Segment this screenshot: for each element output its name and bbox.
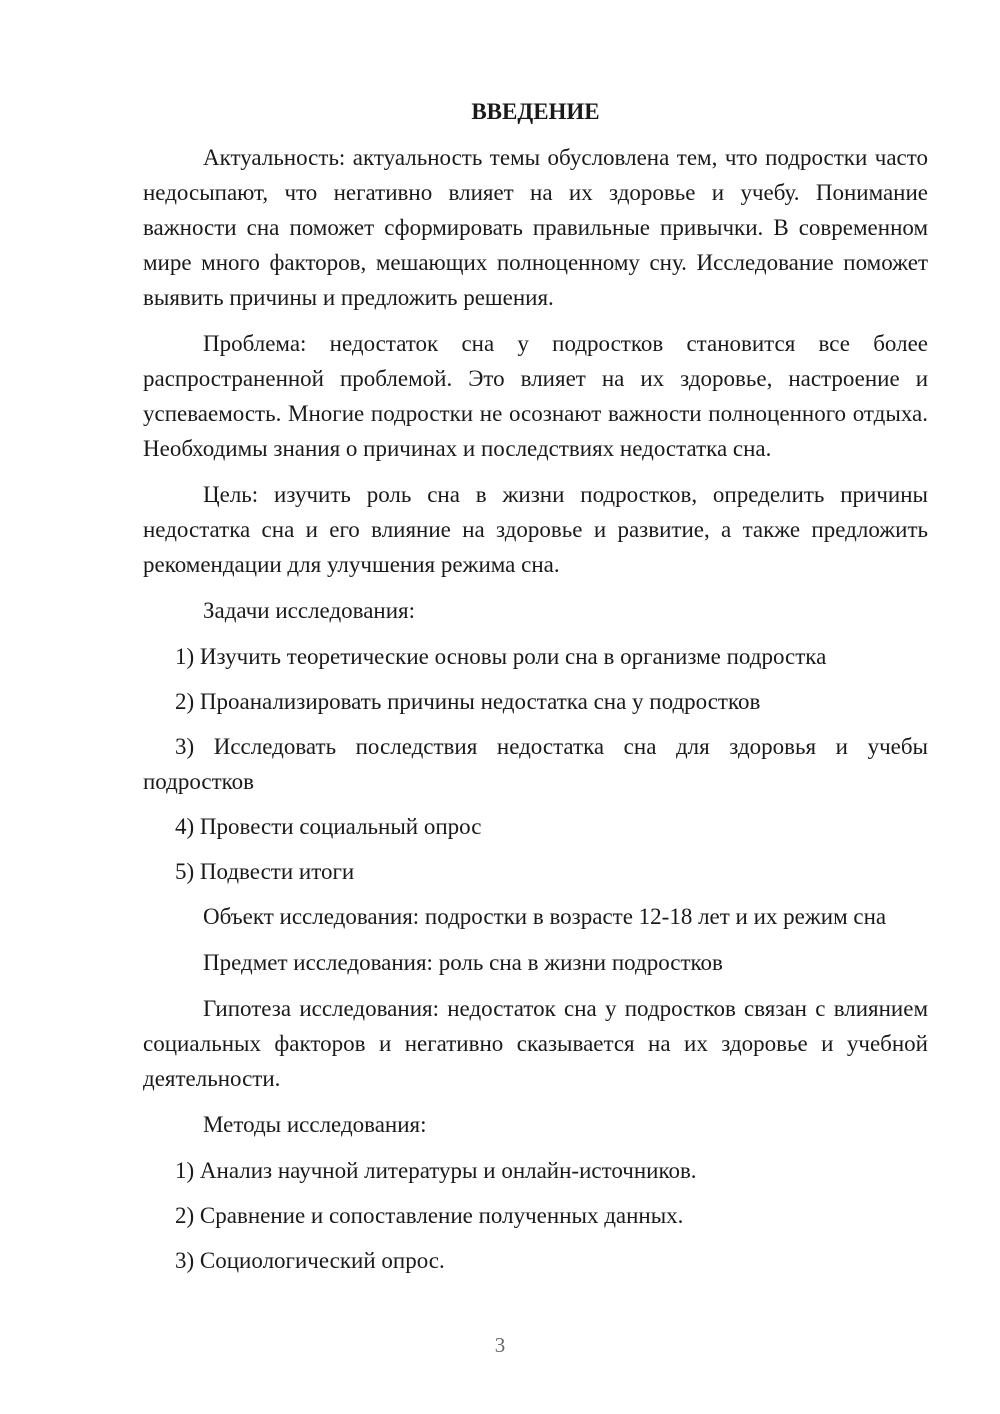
task-item: 1) Изучить теоретические основы роли сна в организме подростка	[175, 644, 827, 669]
problem-paragraph: Проблема: недостаток сна у подростков становится все более распространенной проблемой. Это влияет на их здоровье, настроение и успеваемость. Многие подростки не осознают важности полноценного отдыха. Необходимы знания о причинах и последствиях недостатка сна.	[143, 331, 928, 461]
tasks-heading: Задачи исследования:	[203, 598, 416, 623]
method-item: 2) Сравнение и сопоставление полученных данных.	[175, 1203, 684, 1228]
subject-paragraph: Предмет исследования: роль сна в жизни подростков	[203, 950, 723, 975]
goal-paragraph: Цель: изучить роль сна в жизни подростков, определить причины недостатка сна и его влияние на здоровье и развитие, а также предложить рекомендации для улучшения режима сна.	[143, 482, 928, 577]
task-item: 2) Проанализировать причины недостатка сна у подростков	[175, 689, 761, 714]
method-item: 3) Социологический опрос.	[175, 1248, 445, 1273]
methods-heading: Методы исследования:	[203, 1112, 427, 1137]
task-item: 4) Провести социальный опрос	[175, 814, 482, 839]
page-content	[143, 94, 928, 1288]
page-title: ВВЕДЕНИЕ	[471, 99, 600, 124]
method-item: 1) Анализ научной литературы и онлайн-источников.	[175, 1158, 697, 1183]
page-number: 3	[494, 1333, 506, 1357]
relevance-paragraph: Актуальность: актуальность темы обусловлена тем, что подростки часто недосыпают, что негативно влияет на их здоровье и учебу. Понимание важности сна поможет сформировать правильные привычки. В современном мире много факторов, мешающих полноценному сну. Исследование поможет выявить причины и предложить решения.	[143, 145, 928, 310]
task-item: 3) Исследовать последствия недостатка сна для здоровья и учебы подростков	[143, 734, 928, 794]
task-item: 5) Подвести итоги	[175, 859, 355, 884]
object-paragraph: Объект исследования: подростки в возрасте 12-18 лет и их режим сна	[203, 904, 887, 929]
hypothesis-paragraph: Гипотеза исследования: недостаток сна у подростков связан с влиянием социальных факторов и негативно сказывается на их здоровье и учебной деятельности.	[143, 996, 928, 1091]
